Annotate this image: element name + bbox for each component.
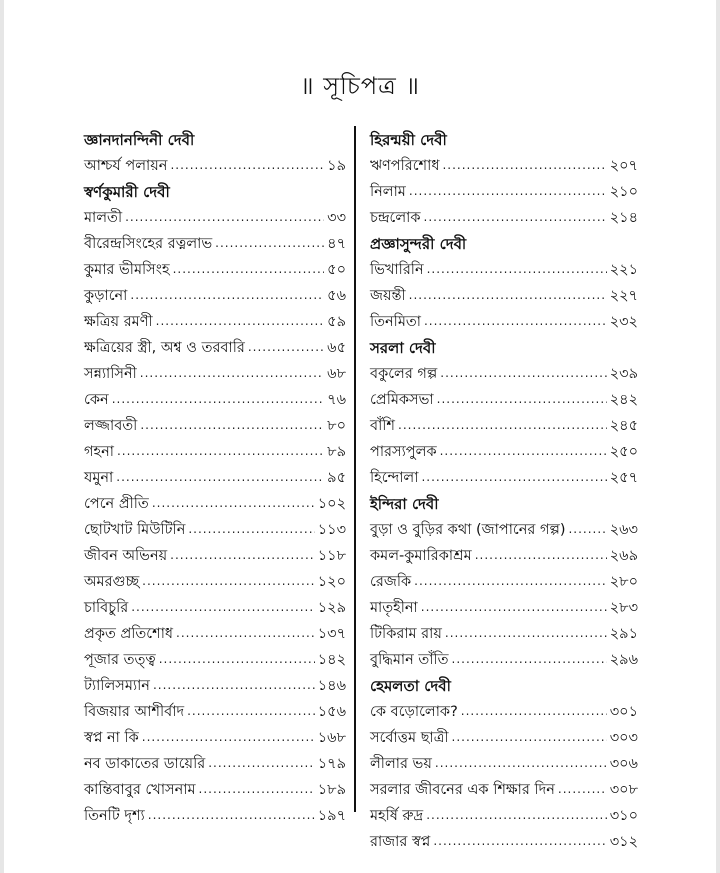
dot-leader [475, 546, 607, 566]
page-number: ১১৩ [317, 522, 346, 538]
dot-leader [215, 234, 324, 254]
entry-title: চন্দ্রলোক [370, 210, 421, 226]
page-number: ৪৭ [327, 236, 346, 252]
toc-entry[interactable] [84, 800, 346, 826]
dot-leader [199, 780, 315, 800]
page-number: ৩০৮ [609, 782, 638, 798]
dot-leader [424, 208, 607, 228]
page-number: ২৫০ [609, 444, 638, 460]
page-number: ১৩৭ [317, 626, 346, 642]
page-number: ৫৯ [327, 314, 346, 330]
toc-right-column [370, 124, 638, 852]
toc-entry[interactable] [84, 384, 346, 410]
author-name: হেমলতা দেবী [370, 677, 451, 695]
column-divider [354, 126, 356, 812]
dot-leader [140, 364, 324, 384]
dot-leader [187, 702, 315, 722]
entry-title: কান্তিবাবুর খোসনাম [84, 782, 196, 798]
toc-entry[interactable] [84, 436, 346, 462]
entry-title: বুড়া ও বুড়ির কথা (জাপানের গল্প) [370, 522, 566, 538]
dot-leader [461, 702, 607, 722]
toc-entry[interactable] [370, 384, 638, 410]
toc-entry[interactable] [370, 774, 638, 800]
page-number: ২৫৭ [609, 470, 638, 486]
entry-title: টিকিরাম রায় [370, 626, 442, 642]
page-number: ৫৬ [327, 288, 346, 304]
entry-title: প্রকৃত প্রতিশোধ [84, 626, 174, 642]
entry-title: সর্বোত্তম ছাত্রী [370, 730, 449, 746]
page-number: ৩০৬ [609, 756, 638, 772]
entry-title: বুদ্ধিমান তাঁতি [370, 652, 449, 668]
toc-entry[interactable] [370, 254, 638, 280]
toc-left-column [84, 124, 346, 826]
page-number: ২৩২ [609, 314, 638, 330]
dot-leader [148, 806, 315, 826]
page-number: ২৯৬ [609, 652, 638, 668]
dot-leader [116, 468, 324, 488]
page-number: ১১৮ [317, 548, 346, 564]
dot-leader [131, 598, 315, 618]
page-number: ২৮০ [609, 574, 638, 590]
dot-leader [142, 728, 315, 748]
dot-leader [440, 442, 607, 462]
toc-entry[interactable] [370, 176, 638, 202]
entry-title: কুড়ানো [84, 288, 128, 304]
page-edge-left [0, 0, 4, 873]
entry-title: কে বড়োলোক? [370, 704, 458, 720]
page-number: ১৯৭ [317, 808, 346, 824]
toc-entry[interactable] [370, 150, 638, 176]
toc-entry[interactable] [84, 254, 346, 280]
page-number: ১৬৮ [317, 730, 346, 746]
dot-leader [421, 598, 607, 618]
entry-title: কুমার ভীমসিংহ [84, 262, 170, 278]
dot-leader [452, 728, 607, 748]
author-heading [84, 124, 346, 150]
entry-title: প্রেমিকসভা [370, 392, 434, 408]
dot-leader [398, 416, 607, 436]
page-number: ৮০ [327, 418, 346, 434]
toc-entry[interactable] [84, 280, 346, 306]
dot-leader [248, 338, 324, 358]
dot-leader [208, 754, 315, 774]
author-name: হিরন্ময়ী দেবী [370, 131, 447, 149]
toc-entry[interactable] [370, 436, 638, 462]
dot-leader [170, 156, 324, 176]
page-edge-right [716, 0, 720, 873]
toc-entry[interactable] [84, 592, 346, 618]
entry-title: যমুনা [84, 470, 114, 486]
toc-entry[interactable] [370, 696, 638, 722]
page-number: ২১৪ [609, 210, 638, 226]
entry-title: পূজার তত্ত্ব [84, 652, 156, 668]
entry-title: নব ডাকাতের ডায়েরি [84, 756, 206, 772]
entry-title: রাজার স্বপ্ন [370, 834, 431, 850]
entry-title: আশ্চর্য পলায়ন [84, 158, 168, 174]
page-number: ১৫৬ [317, 704, 346, 720]
dot-leader [437, 390, 607, 410]
dot-leader [112, 390, 324, 410]
page-number: ১০২ [317, 496, 346, 512]
dot-leader [142, 572, 315, 592]
page-number: ২৮৩ [609, 600, 638, 616]
dot-leader [568, 520, 606, 540]
dot-leader [153, 676, 315, 696]
dot-leader [156, 312, 325, 332]
toc-entry[interactable] [370, 644, 638, 670]
page-number: ২৬৩ [609, 522, 638, 538]
toc-entry[interactable] [370, 202, 638, 228]
page-number: ৩০৩ [609, 730, 638, 746]
toc-entry[interactable] [370, 462, 638, 488]
page-number: ১২৯ [317, 600, 346, 616]
entry-title: বকুলের গল্প [370, 366, 438, 382]
author-heading [370, 124, 638, 150]
entry-title: নিলাম [370, 184, 406, 200]
dot-leader [440, 364, 606, 384]
page-number: ১৯ [327, 158, 346, 174]
page-number: ২২১ [609, 262, 638, 278]
toc-entry[interactable] [84, 566, 346, 592]
entry-title: কেন [84, 392, 109, 408]
toc-entry[interactable] [84, 514, 346, 540]
dot-leader [409, 182, 607, 202]
entry-title: ক্ষত্রিয়ের স্ত্রী, অশ্ব ও তরবারি [84, 340, 245, 356]
page-number: ১৮৯ [317, 782, 346, 798]
author-heading [370, 670, 638, 696]
page-number: ৫০ [327, 262, 346, 278]
page-number: ৩১০ [609, 808, 638, 824]
dot-leader [409, 286, 607, 306]
dot-leader [424, 312, 607, 332]
dot-leader [176, 624, 315, 644]
page-number: ১৪৬ [317, 678, 346, 694]
page-number: ১৪২ [317, 652, 346, 668]
entry-title: স্বপ্ন না কি [84, 730, 139, 746]
toc-entry[interactable] [84, 644, 346, 670]
dot-leader [188, 520, 314, 540]
page-number: ৮৯ [327, 444, 346, 460]
toc-entry[interactable] [84, 774, 346, 800]
toc-entry[interactable] [370, 800, 638, 826]
page-number: ২২৭ [609, 288, 638, 304]
toc-entry[interactable] [370, 514, 638, 540]
entry-title: অমরগুচ্ছ [84, 574, 140, 590]
author-heading [370, 488, 638, 514]
entry-title: লজ্জাবতী [84, 418, 138, 434]
author-name: স্বর্ণকুমারী দেবী [84, 183, 170, 201]
author-name: সরলা দেবী [370, 339, 436, 357]
page-number: ২৪২ [609, 392, 638, 408]
toc-entry[interactable] [84, 410, 346, 436]
toc-entry[interactable] [84, 358, 346, 384]
dot-leader [152, 494, 315, 514]
dot-leader [414, 572, 607, 592]
entry-title: ছোটখাট মিউটিনি [84, 522, 186, 538]
toc-entry[interactable] [370, 566, 638, 592]
page-number: ৬৫ [327, 340, 346, 356]
entry-title: ট্যালিসম্যান [84, 678, 150, 694]
entry-title: তিনমিতা [370, 314, 421, 330]
page-number: ২৬৯ [609, 548, 638, 564]
page-number: ৩১২ [609, 834, 638, 850]
entry-title: বীরেন্দ্রসিংহের রত্নলাভ [84, 236, 213, 252]
author-heading [370, 228, 638, 254]
dot-leader [173, 260, 325, 280]
toc-entry[interactable] [84, 202, 346, 228]
toc-entry[interactable] [84, 670, 346, 696]
toc-entry[interactable] [370, 592, 638, 618]
toc-entry[interactable] [370, 280, 638, 306]
entry-title: মহর্ষি রুদ্র [370, 808, 424, 824]
entry-title: বাঁশি [370, 418, 396, 434]
entry-title: লীলার ভয় [370, 756, 432, 772]
author-name: প্রজ্ঞাসুন্দরী দেবী [370, 235, 467, 253]
page-number: ২৪৫ [609, 418, 638, 434]
entry-title: হিন্দোলা [370, 470, 419, 486]
toc-entry[interactable] [84, 748, 346, 774]
dot-leader [558, 780, 607, 800]
entry-title: পেনে প্রীতি [84, 496, 149, 512]
toc-entry[interactable] [84, 462, 346, 488]
page-number: ২৯১ [609, 626, 638, 642]
toc-entry[interactable] [370, 618, 638, 644]
toc-entry[interactable] [370, 722, 638, 748]
page-number: ৩০১ [609, 704, 638, 720]
toc-entry[interactable] [370, 748, 638, 774]
entry-title: ভিখারিনি [370, 262, 424, 278]
entry-title: ক্ষত্রিয় রমণী [84, 314, 153, 330]
dot-leader [445, 624, 607, 644]
dot-leader [159, 650, 315, 670]
dot-leader [442, 156, 606, 176]
dot-leader [125, 208, 324, 228]
toc-entry[interactable] [84, 696, 346, 722]
page-number: ১২০ [317, 574, 346, 590]
page-number: ২১০ [609, 184, 638, 200]
dot-leader [421, 468, 606, 488]
entry-title: পারস্যপুলক [370, 444, 437, 460]
dot-leader [435, 754, 607, 774]
toc-entry[interactable] [370, 410, 638, 436]
author-name: ইন্দিরা দেবী [370, 495, 439, 513]
dot-leader [427, 260, 607, 280]
entry-title: মালতী [84, 210, 123, 226]
entry-title: মাতৃহীনা [370, 600, 418, 616]
toc-entry[interactable] [84, 306, 346, 332]
page-number: ৭৬ [327, 392, 346, 408]
dot-leader [140, 416, 324, 436]
page-number: ৩৩ [327, 210, 346, 226]
entry-title: জয়ন্তী [370, 288, 406, 304]
toc-entry[interactable] [84, 332, 346, 358]
entry-title: রেজকি [370, 574, 412, 590]
dot-leader [452, 650, 607, 670]
entry-title: সন্ন্যাসিনী [84, 366, 137, 382]
page-number: ১৭৯ [317, 756, 346, 772]
entry-title: ঋণপরিশোধ [370, 158, 440, 174]
toc-entry[interactable] [370, 306, 638, 332]
toc-entry[interactable] [84, 618, 346, 644]
page-number: ৯৫ [327, 470, 346, 486]
author-name: জ্ঞানদানন্দিনী দেবী [84, 131, 195, 149]
toc-entry[interactable] [370, 358, 638, 384]
dot-leader [117, 442, 324, 462]
toc-entry[interactable] [370, 540, 638, 566]
page-title: ॥ সূচিপত্র ॥ [299, 72, 420, 100]
entry-title: চাবিচুরি [84, 600, 129, 616]
page-number: ৬৮ [327, 366, 346, 382]
toc-entry[interactable] [370, 826, 638, 852]
entry-title: বিজয়ার আশীর্বাদ [84, 704, 185, 720]
toc-entry[interactable] [84, 722, 346, 748]
dot-leader [426, 806, 607, 826]
page-number: ২৩৯ [609, 366, 638, 382]
page-number: ২০৭ [609, 158, 638, 174]
toc-entry[interactable] [84, 540, 346, 566]
entry-title: গহনা [84, 444, 114, 460]
dot-leader [130, 286, 324, 306]
entry-title: সরলার জীবনের এক শিক্ষার দিন [370, 782, 555, 798]
toc-entry[interactable] [84, 228, 346, 254]
author-heading [84, 176, 346, 202]
dot-leader [170, 546, 315, 566]
dot-leader [433, 832, 606, 852]
entry-title: কমল-কুমারিকাশ্রম [370, 548, 472, 564]
author-heading [370, 332, 638, 358]
toc-entry[interactable] [84, 150, 346, 176]
toc-entry[interactable] [84, 488, 346, 514]
entry-title: তিনটি দৃশ্য [84, 808, 145, 824]
entry-title: জীবন অভিনয় [84, 548, 168, 564]
